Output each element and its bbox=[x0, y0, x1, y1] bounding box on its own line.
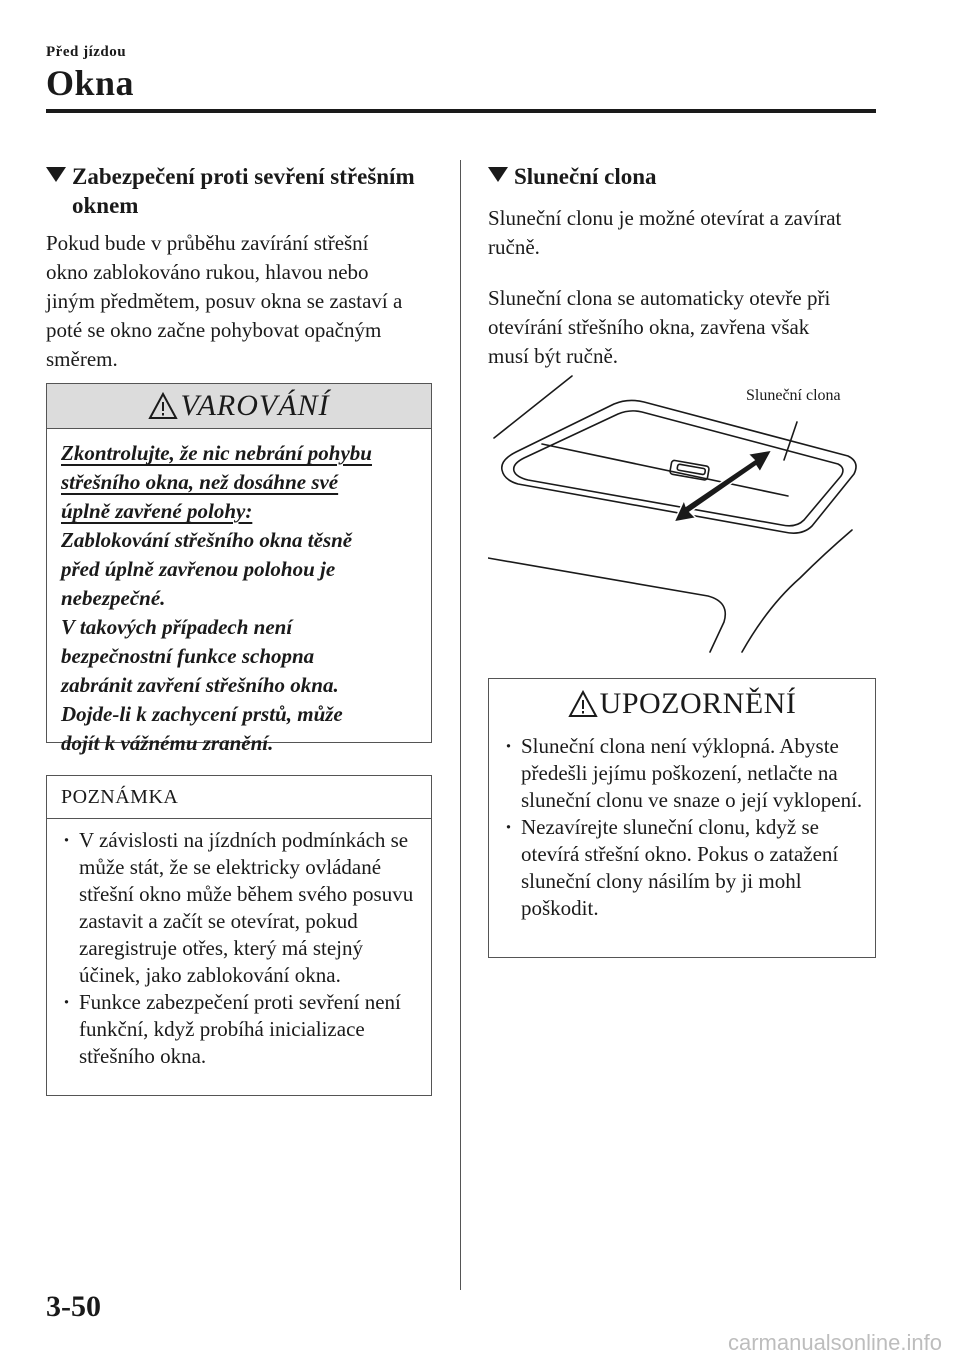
warning-body bbox=[47, 429, 431, 764]
page-title: Okna bbox=[46, 63, 135, 103]
list-item: · Sluneční clona není výklopná. Abyste předešli jejímu poškození, netlačte na sluneční clonu ve snaze o její vyklopení. bbox=[503, 733, 865, 814]
note-box bbox=[46, 775, 432, 1096]
pinch-protection-heading: Zabezpečení proti sevření střešním oknem bbox=[46, 162, 446, 220]
note-list bbox=[47, 819, 431, 1080]
warning-line: bezpečnostní funkce schopna bbox=[61, 644, 315, 668]
pinch-protection-paragraph: Pokud bude v průběhu zavírání střešní okno zablokováno rukou, hlavou nebo jiným předmětem, posuv okna se zastaví a poté se okno začne pohybovat opačným směrem. bbox=[46, 231, 403, 371]
page-number: 3-50 bbox=[46, 1290, 101, 1323]
header-rule bbox=[46, 109, 876, 113]
caution-triangle-icon bbox=[568, 690, 598, 718]
sunshade-paragraph-1: Sluneční clonu je možné otevírat a zavírat ručně. bbox=[488, 206, 842, 259]
movement-arrow-icon bbox=[674, 450, 772, 522]
warning-triangle-icon bbox=[148, 392, 178, 420]
section-marker-icon bbox=[46, 167, 66, 182]
warning-line: zabránit zavření střešního okna. bbox=[61, 673, 339, 697]
section-marker-icon bbox=[488, 167, 508, 182]
sunshade-label: Sluneční clona bbox=[746, 387, 841, 404]
caution-title: UPOZORNĚNÍ bbox=[599, 687, 797, 720]
sunshade-heading: Sluneční clona bbox=[488, 162, 878, 191]
caution-list bbox=[489, 729, 875, 932]
sunshade-illustration bbox=[488, 374, 876, 664]
warning-line: střešního okna, než dosáhne své bbox=[61, 470, 339, 494]
sunshade-paragraph-2: Sluneční clona se automaticky otevře při otevírání střešního okna, zavřena však musí být ručně. bbox=[488, 286, 831, 368]
note-header bbox=[47, 776, 431, 819]
list-item: · Nezavírejte sluneční clonu, když se otevírá střešní okno. Pokus o zatažení sluneční clony násilím by ji mohl poškodit. bbox=[503, 814, 865, 922]
column-divider bbox=[460, 160, 461, 1290]
warning-line: Dojde-li k zachycení prstů, může bbox=[61, 702, 343, 726]
warning-title: VAROVÁNÍ bbox=[180, 389, 330, 422]
section-label: Před jízdou bbox=[46, 44, 127, 60]
warning-box bbox=[46, 383, 432, 755]
note-title: POZNÁMKA bbox=[61, 785, 179, 808]
warning-line: úplně zavřené polohy: bbox=[61, 499, 253, 523]
caution-box bbox=[488, 678, 876, 958]
warning-line: Zablokování střešního okna těsně bbox=[61, 528, 353, 552]
warning-line: V takových případech není bbox=[61, 615, 293, 639]
warning-line: dojít k vážnému zranění. bbox=[61, 731, 274, 755]
list-item: · Funkce zabezpečení proti sevření není funkční, když probíhá inicializace střešního okna. bbox=[61, 989, 421, 1070]
warning-line: Zkontrolujte, že nic nebrání pohybu bbox=[61, 441, 372, 465]
caution-header bbox=[489, 679, 875, 729]
list-item: · V závislosti na jízdních podmínkách se může stát, že se elektricky ovládané střešní okno může během svého posuvu zastavit a začít se otevírat, pokud zaregistruje otřes, který má stejný účinek, jako zablokování okna. bbox=[61, 827, 421, 989]
warning-line: před úplně zavřenou polohou je bbox=[61, 557, 336, 581]
warning-header bbox=[47, 384, 431, 429]
warning-line: nebezpečné. bbox=[61, 586, 166, 610]
watermark: carmanualsonline.info bbox=[727, 1330, 942, 1355]
